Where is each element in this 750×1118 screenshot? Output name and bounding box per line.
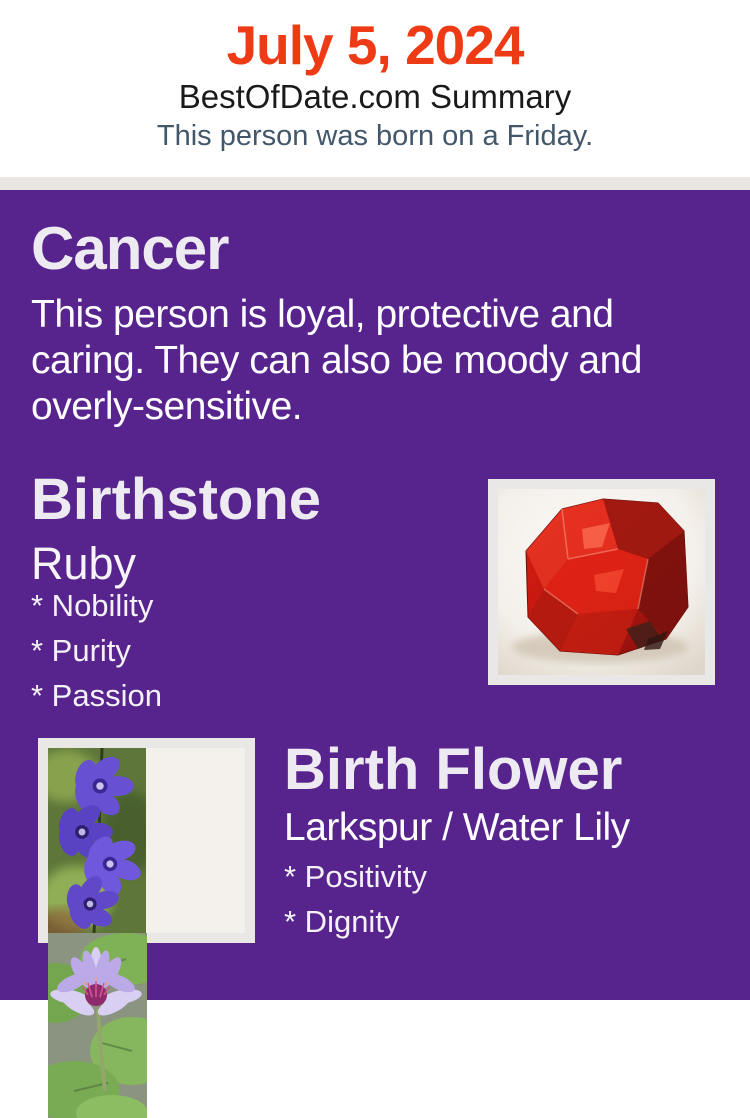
- larkspur-illustration: [48, 748, 146, 933]
- zodiac-description: This person is loyal, protective and caring. They can also be moody and overly-sensitive.: [31, 293, 642, 429]
- ruby-gem-illustration: [498, 489, 705, 675]
- site-title: BestOfDate.com Summary: [178, 78, 572, 115]
- birthstone-heading: Birthstone: [31, 467, 321, 532]
- birth-flower-trait-list: [284, 860, 427, 950]
- water-lily-illustration: [48, 933, 147, 1118]
- birth-flower-heading: Birth Flower: [284, 737, 623, 802]
- born-day-subtitle: This person was born on a Friday.: [156, 119, 594, 152]
- birthstone-trait: * Nobility: [31, 588, 154, 623]
- zodiac-sign-name: Cancer: [31, 215, 229, 282]
- header-divider: [0, 177, 750, 190]
- date-heading: July 5, 2024: [226, 14, 524, 76]
- page-header: [0, 0, 750, 177]
- birthstone-trait: * Passion: [31, 678, 162, 713]
- birthstone-name: Ruby: [31, 538, 137, 589]
- birthstone-trait: * Purity: [31, 633, 131, 668]
- birth-flower-photo: [38, 738, 255, 943]
- birth-flower-name: Larkspur / Water Lily: [284, 806, 630, 849]
- summary-panel: [0, 190, 750, 1000]
- birth-flower-trait: * Dignity: [284, 904, 400, 939]
- birthstone-trait-list: [31, 589, 162, 724]
- birth-flower-trait: * Positivity: [284, 859, 427, 894]
- ruby-photo: [488, 479, 715, 685]
